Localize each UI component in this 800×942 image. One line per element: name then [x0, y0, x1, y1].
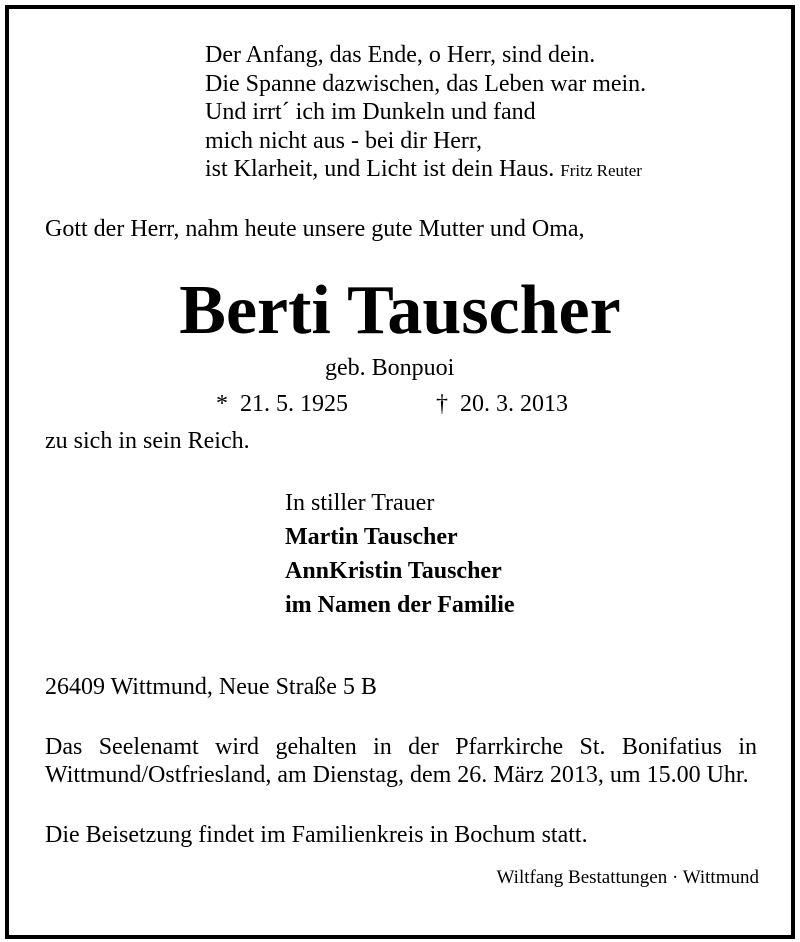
poem-line: Die Spanne dazwischen, das Leben war mein. — [205, 70, 647, 97]
mourners-block — [285, 486, 515, 622]
closing-text: zu sich in sein Reich. — [45, 428, 250, 454]
obituary-notice — [5, 5, 795, 939]
poem-line: Und irrt´ ich im Dunkeln und fand — [205, 99, 536, 125]
maiden-name: geb. Bonpuoi — [325, 355, 455, 381]
death-date: 20. 3. 2013 — [460, 391, 568, 417]
death-info — [436, 391, 568, 418]
poem-author: Fritz Reuter — [560, 161, 642, 180]
burial-info: Die Beisetzung findet im Familienkreis in Bochum statt. — [45, 822, 588, 848]
poem-block — [205, 41, 646, 186]
family-address: 26409 Wittmund, Neue Straße 5 B — [45, 674, 377, 700]
poem-line: Der Anfang, das Ende, o Herr, sind dein. — [205, 42, 596, 68]
mourner-name: Martin Tauscher — [285, 524, 458, 550]
birth-symbol: * — [216, 391, 228, 417]
poem-line-last — [205, 155, 646, 186]
intro-text: Gott der Herr, nahm heute unsere gute Mutter und Oma, — [45, 216, 585, 242]
mourner-name: AnnKristin Tauscher — [285, 558, 502, 584]
mourner-name: im Namen der Familie — [285, 592, 515, 618]
service-info: Das Seelenamt wird gehalten in der Pfarrkirche St. Bonifatius in Wittmund/Ostfriesland, am Dienstag, dem 26. März 2013, um 15.00 Uhr. — [45, 734, 757, 788]
birth-info — [216, 391, 348, 418]
deceased-name: Berti Tauscher — [179, 272, 621, 349]
poem-line: ist Klarheit, und Licht ist dein Haus. — [205, 156, 555, 182]
poem-line: mich nicht aus - bei dir Herr, — [205, 127, 482, 154]
death-symbol: † — [436, 391, 448, 417]
undertaker-credit: Wiltfang Bestattungen · Wittmund — [496, 867, 759, 888]
birth-date: 21. 5. 1925 — [240, 391, 348, 417]
mourning-heading: In stiller Trauer — [285, 490, 435, 516]
